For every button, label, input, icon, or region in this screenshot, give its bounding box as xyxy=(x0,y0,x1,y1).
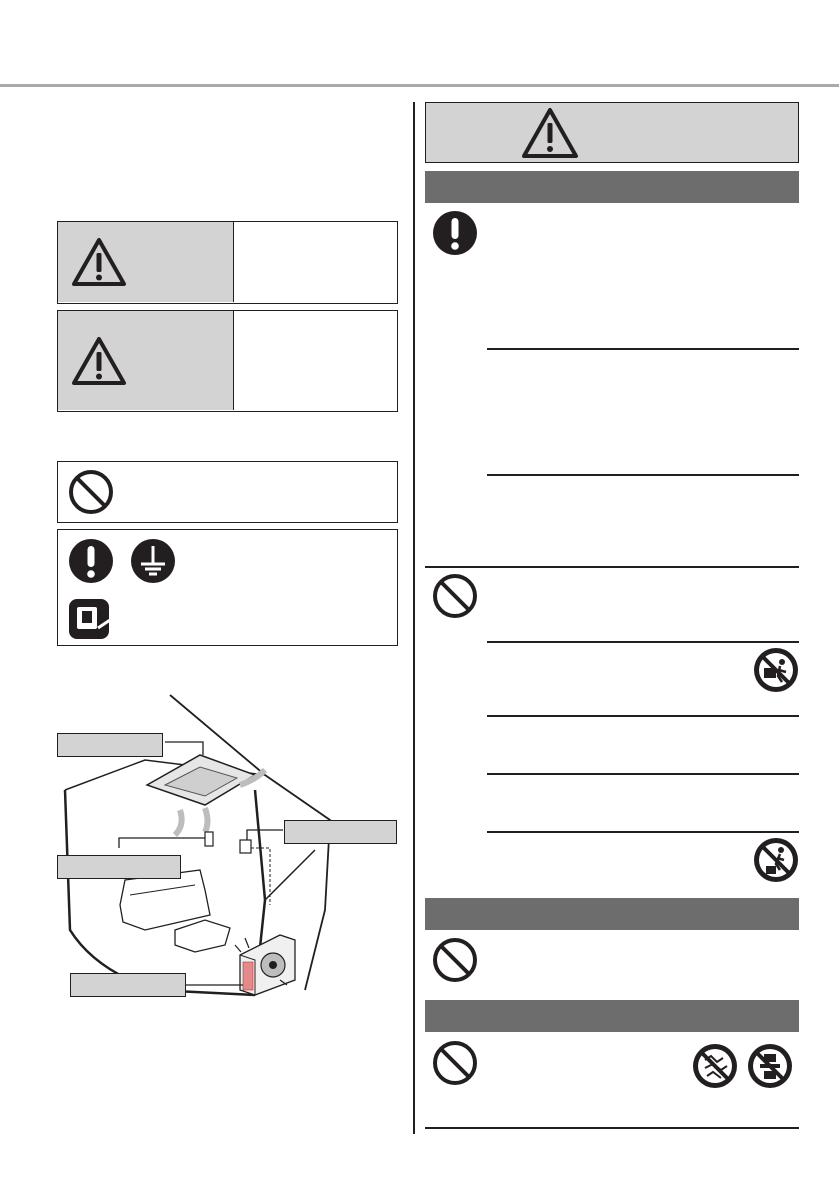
diagram-label-breaker xyxy=(284,820,397,844)
prohibited-symbol-box xyxy=(57,461,398,523)
no-flammable-icon xyxy=(691,1042,739,1090)
prohibited-icon xyxy=(432,1040,478,1086)
item-divider xyxy=(487,641,799,643)
warning-triangle-icon xyxy=(521,106,579,160)
prohibited-icon xyxy=(432,937,478,983)
page-heading xyxy=(57,100,397,120)
item-divider xyxy=(487,348,799,350)
caution-legend-label-area xyxy=(58,311,234,410)
mandatory-exclamation-icon xyxy=(68,538,114,584)
page-subheading xyxy=(57,130,397,190)
unplug-icon xyxy=(68,598,114,640)
item-divider xyxy=(487,773,799,775)
diagram-label-outdoor-unit xyxy=(70,973,186,997)
warning-legend-text xyxy=(234,222,396,302)
caution-legend-box xyxy=(57,310,398,412)
prohibited-icon xyxy=(68,469,114,515)
group-divider xyxy=(425,1127,799,1129)
item-divider xyxy=(487,715,799,717)
caution-triangle-icon xyxy=(71,335,127,387)
warning-triangle-icon xyxy=(71,236,127,288)
section-bar-1 xyxy=(425,171,799,203)
prohibited-icon xyxy=(432,573,478,619)
diagram-label-indoor-unit xyxy=(57,733,163,757)
caution-legend-text xyxy=(234,311,396,410)
column-divider xyxy=(413,102,415,1134)
item-divider xyxy=(487,474,799,476)
warning-banner xyxy=(425,102,799,163)
no-touch-icon xyxy=(752,646,800,694)
warning-legend-label-area xyxy=(58,222,234,302)
earth-ground-icon xyxy=(130,538,176,584)
mandatory-symbol-box xyxy=(57,529,398,646)
mandatory-symbol-text xyxy=(188,540,388,640)
no-spray-icon xyxy=(746,1042,794,1090)
section-bar-2 xyxy=(425,898,799,930)
group-divider xyxy=(425,566,799,568)
warning-banner-text xyxy=(591,121,791,145)
page-top-rule xyxy=(0,84,839,87)
section-bar-3 xyxy=(425,1000,799,1032)
prohibited-symbol-text xyxy=(128,470,388,514)
item-divider xyxy=(487,831,799,833)
warning-legend-box xyxy=(57,221,398,304)
diagram-label-remote xyxy=(57,855,181,879)
no-climb-icon xyxy=(752,836,800,884)
mandatory-exclamation-icon xyxy=(432,210,478,256)
